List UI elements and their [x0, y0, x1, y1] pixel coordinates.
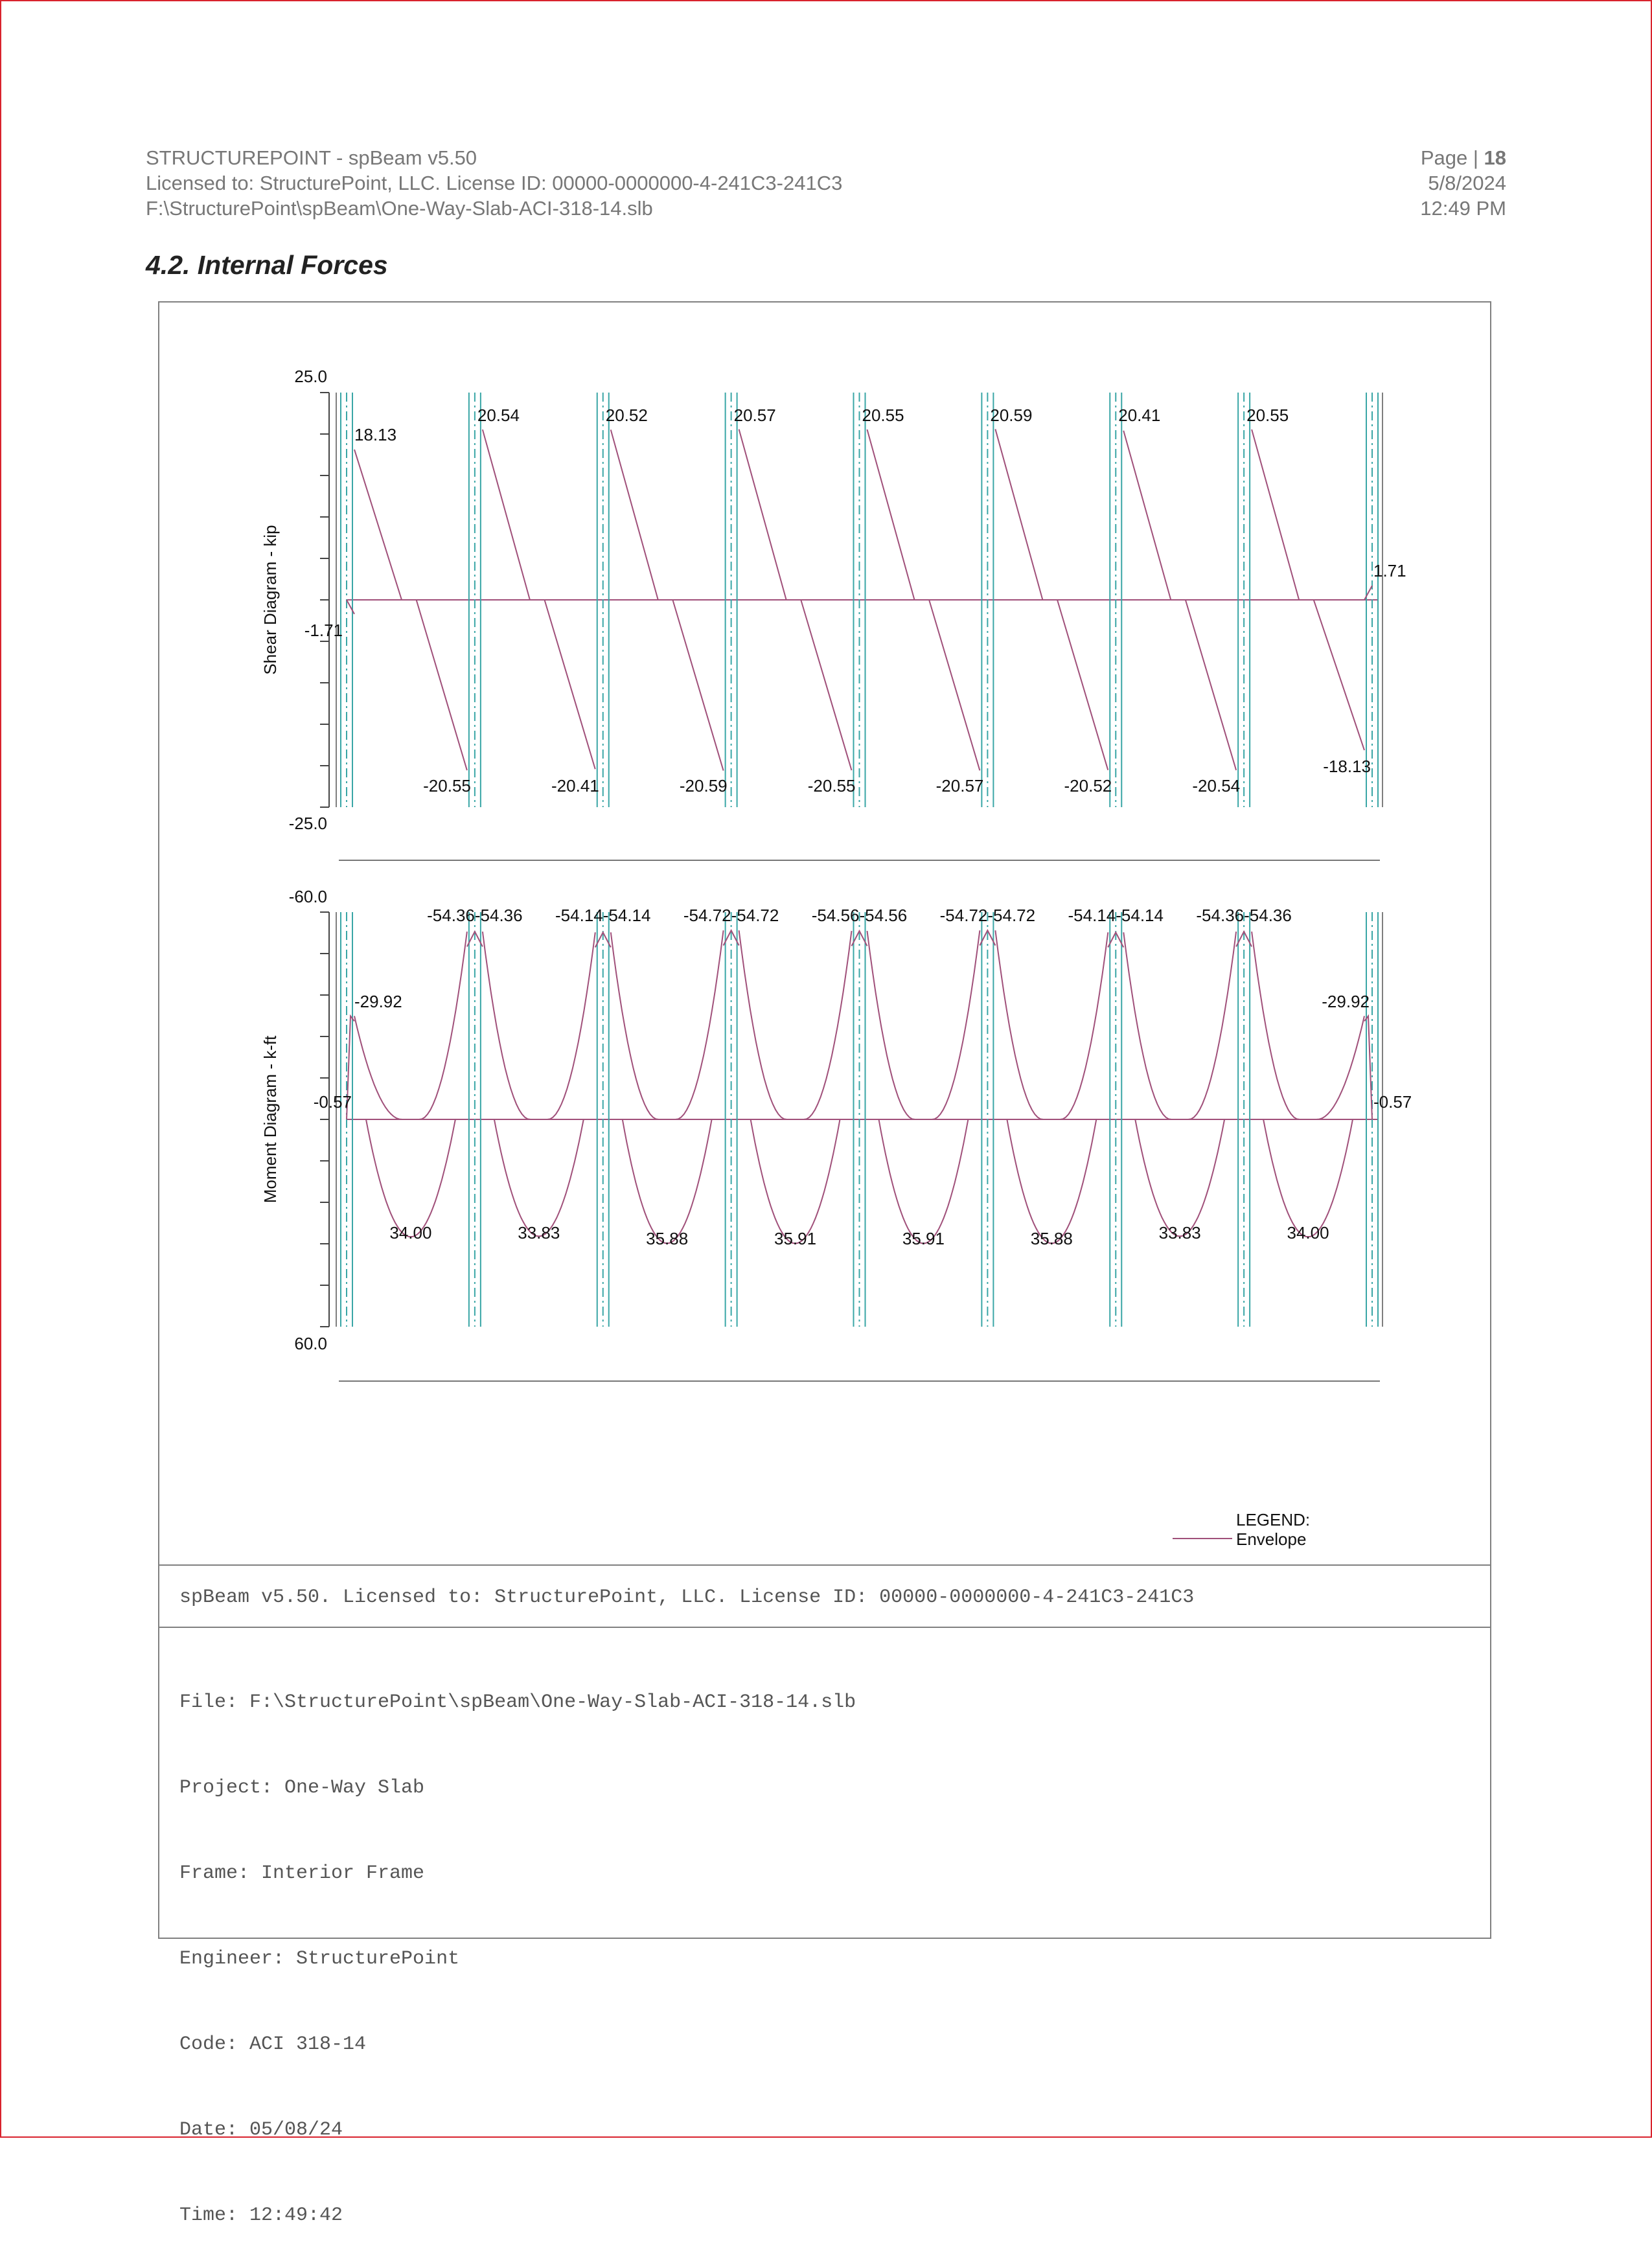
moment-envelope-negative — [739, 930, 852, 1119]
license-banner — [158, 1564, 1491, 1628]
moment-axis-title: Moment Diagram - k-ft — [260, 1035, 280, 1204]
shear-envelope-max — [1252, 429, 1364, 600]
moment-envelope-negative — [867, 930, 980, 1119]
moment-support-label: -54.56-54.56 — [811, 906, 908, 925]
page-number: 18 — [1484, 146, 1506, 169]
legend-title: LEGEND: — [1236, 1510, 1311, 1529]
shear-max-label: 20.52 — [605, 406, 648, 425]
legend-entry: Envelope — [1236, 1529, 1307, 1549]
shear-min-label: -20.41 — [551, 776, 599, 795]
shear-min-label: -20.59 — [679, 776, 728, 795]
moment-midspan-label: 35.88 — [646, 1229, 689, 1248]
shear-max-label: 20.54 — [477, 406, 520, 425]
moment-envelope-positive — [879, 1119, 969, 1244]
shear-min-label: -20.57 — [935, 776, 984, 795]
shear-envelope-min — [1252, 600, 1364, 750]
moment-support-label: -29.92 — [1322, 992, 1370, 1011]
shear-envelope-max — [611, 429, 724, 600]
moment-support-label: -54.72-54.72 — [939, 906, 1036, 925]
shear-envelope-min — [995, 600, 1108, 770]
moment-midspan-label: 33.83 — [518, 1223, 560, 1242]
shear-tick-label-top: 25.0 — [294, 367, 327, 386]
moment-midspan-label: 34.00 — [1287, 1223, 1329, 1242]
shear-max-label: 18.13 — [354, 425, 397, 444]
license-line: Licensed to: StructurePoint, LLC. License ID: 00000-0000000-4-241C3-241C3 — [146, 172, 843, 194]
moment-support-label: -54.36-54.36 — [1196, 906, 1292, 925]
shear-envelope-max — [995, 429, 1108, 600]
shear-max-label: 20.55 — [862, 406, 904, 425]
license-banner-text: spBeam v5.50. Licensed to: StructurePoint, LLC. License ID: 00000-0000000-4-241C3-241C3 — [179, 1586, 1195, 1608]
moment-support-label: -54.36-54.36 — [427, 906, 523, 925]
moment-envelope-positive — [1263, 1119, 1353, 1237]
shear-envelope-end-right — [1364, 586, 1372, 600]
moment-midspan-label: 35.91 — [902, 1229, 945, 1248]
shear-envelope-min — [867, 600, 980, 770]
moment-envelope-negative — [483, 932, 595, 1119]
moment-midspan-label: 35.91 — [774, 1229, 817, 1248]
file-path: F:\StructurePoint\spBeam\One-Way-Slab-ACI-318-14.slb — [146, 197, 653, 220]
moment-midspan-label: 34.00 — [389, 1223, 432, 1242]
moment-envelope-positive — [623, 1119, 712, 1243]
info-file: File: F:\StructurePoint\spBeam\One-Way-Slab-ACI-318-14.slb — [179, 1691, 856, 1713]
shear-max-label: 20.59 — [990, 406, 1033, 425]
shear-max-label: 20.41 — [1118, 406, 1161, 425]
moment-envelope-positive — [751, 1119, 840, 1244]
moment-tick-label-bottom: 60.0 — [294, 1334, 327, 1353]
moment-envelope-positive — [494, 1119, 584, 1236]
info-engineer: Engineer: StructurePoint — [179, 1948, 460, 1970]
moment-support-peak — [1364, 1016, 1372, 1119]
shear-envelope-max — [867, 429, 980, 600]
shear-envelope-min — [739, 600, 852, 770]
moment-envelope-negative — [1123, 932, 1236, 1119]
moment-envelope-negative — [995, 930, 1108, 1119]
print-date: 5/8/2024 — [1428, 172, 1506, 194]
moment-envelope-negative — [611, 930, 724, 1119]
shear-max-label: 1.71 — [1373, 561, 1406, 580]
moment-envelope-positive — [1135, 1119, 1224, 1236]
shear-max-label: 20.55 — [1246, 406, 1289, 425]
shear-envelope-end-left — [347, 600, 354, 614]
moment-envelope-positive — [366, 1119, 455, 1237]
print-time: 12:49 PM — [1420, 197, 1506, 220]
moment-midspan-label: 33.83 — [1158, 1223, 1201, 1242]
page-label: Page | — [1420, 146, 1484, 169]
shear-max-label: 20.57 — [733, 406, 776, 425]
info-date: Date: 05/08/24 — [179, 2119, 343, 2141]
shear-tick-label-bottom: -25.0 — [288, 814, 327, 833]
moment-support-label: -29.92 — [354, 992, 402, 1011]
shear-min-label: -20.55 — [807, 776, 856, 795]
shear-envelope-min — [354, 600, 467, 770]
shear-envelope-max — [739, 429, 852, 600]
product-name: STRUCTUREPOINT - spBeam v5.50 — [146, 146, 477, 169]
info-frame: Frame: Interior Frame — [179, 1862, 425, 1884]
shear-envelope-min — [611, 600, 724, 771]
shear-envelope-max — [483, 429, 595, 600]
shear-min-label: -20.55 — [423, 776, 471, 795]
moment-midspan-label: 35.88 — [1030, 1229, 1073, 1248]
moment-support-label: -54.14-54.14 — [555, 906, 651, 925]
shear-envelope-max — [1123, 431, 1236, 600]
moment-support-label: -54.72-54.72 — [683, 906, 779, 925]
section-title: 4.2. Internal Forces — [146, 250, 388, 280]
moment-support-label: -54.14-54.14 — [1068, 906, 1164, 925]
shear-envelope-min — [483, 600, 595, 769]
moment-end-label-right: -0.57 — [1373, 1092, 1412, 1112]
info-project: Project: One-Way Slab — [179, 1777, 425, 1799]
shear-envelope-min — [1123, 600, 1236, 770]
moment-envelope-negative — [354, 932, 467, 1119]
shear-axis-title: Shear Diagram - kip — [260, 525, 280, 675]
info-time: Time: 12:49:42 — [179, 2204, 343, 2226]
moment-tick-label-top: -60.0 — [288, 887, 327, 906]
moment-envelope-negative — [1252, 932, 1364, 1119]
shear-min-label: -1.71 — [304, 621, 343, 640]
info-code: Code: ACI 318-14 — [179, 2033, 367, 2055]
shear-envelope-max — [354, 450, 467, 600]
moment-envelope-positive — [1007, 1119, 1096, 1243]
model-info — [179, 1645, 856, 2266]
shear-min-label: -18.13 — [1323, 757, 1371, 776]
shear-min-label: -20.54 — [1192, 776, 1241, 795]
moment-end-label-left: -0.57 — [313, 1092, 352, 1112]
shear-min-label: -20.52 — [1064, 776, 1112, 795]
